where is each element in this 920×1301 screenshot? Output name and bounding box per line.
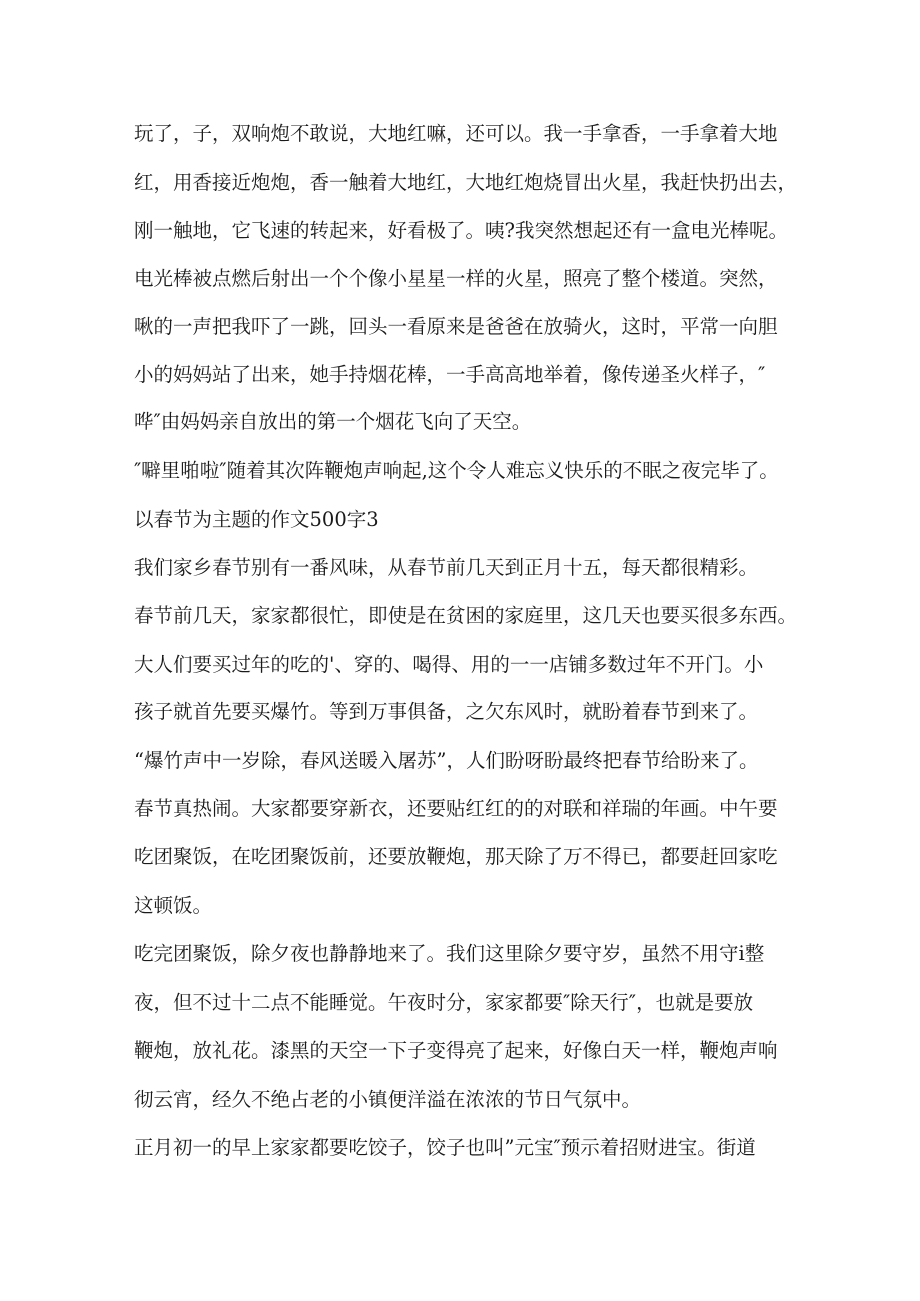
text-line: 孩子就首先要买爆竹。等到万事俱备，之欠东风时，就盼着春节到来了。 — [134, 700, 759, 723]
text-line: “爆竹声中一岁除，春风送暖入屠苏”，人们盼呀盼最终把春节给盼来了。 — [134, 749, 759, 772]
text-line: 我们家乡春节别有一番风味，从春节前几天到正月十五，每天都很精彩。 — [134, 556, 759, 579]
text-line: 正月初一的早上家家都要吃饺子，饺子也叫”元宝″预示着招财进宝。街道 — [134, 1136, 756, 1159]
text-line: 吃完团聚饭，除夕夜也静静地来了。我们这里除夕要守岁，虽然不用守i整 — [134, 942, 765, 965]
text-line: 彻云宵，经久不绝占老的小镇便洋溢在浓浓的节日气氛中。 — [134, 1088, 642, 1111]
text-line: 夜，但不过十二点不能睡觉。午夜时分，家家都要″除天行″，也就是要放 — [134, 991, 754, 1014]
text-line: 春节前几天，家家都很忙，即使是在贫困的家庭里，这几天也要买很多东西。 — [134, 604, 798, 627]
text-line: 玩了，子，双响炮不敢说，大地红嘛，还可以。我一手拿香，一手拿着大地 — [134, 122, 778, 145]
text-line: 鞭炮，放礼花。漆黑的天空一下子变得亮了起来，好像白天一样，鞭炮声响 — [134, 1039, 778, 1062]
text-line: 哗″由妈妈亲自放出的第一个烟花飞向了天空。 — [134, 410, 532, 433]
text-line: 这顿饭。 — [134, 894, 213, 917]
text-line: 电光棒被点燃后射出一个个像小星星一样的火星，照亮了整个楼道。突然， — [134, 267, 778, 290]
text-line: ″噼里啪啦″随着其次阵鞭炮声响起,这个令人难忘义快乐的不眠之夜完毕了。 — [134, 459, 779, 482]
text-line: 吃团聚饭，在吃团聚饭前，还要放鞭炮，那天除了万不得已，都要赶回家吃 — [134, 845, 778, 868]
text-line: 刚一触地，它飞速的转起来，好看极了。咦?我突然想起还有一盒电光棒呢。 — [134, 219, 788, 242]
text-line: 小的妈妈站了出来，她手持烟花棒，一手高高地举着，像传递圣火样子，″ — [134, 363, 766, 386]
text-line: 啾的一声把我吓了一跳，回头一看原来是爸爸在放骑火，这时，平常一向胆 — [134, 315, 778, 338]
text-line: 大人们要买过年的吃的'、穿的、喝得、用的一一店铺多数过年不开门。小 — [134, 653, 764, 676]
text-line: 春节真热闹。大家都要穿新衣，还要贴红红的的对联和祥瑞的年画。中午要 — [134, 797, 778, 820]
text-line: 红，用香接近炮炮，香一触着大地红，大地红炮烧冒出火星，我赶快扔出去， — [134, 171, 798, 194]
section-heading: 以春节为主题的作文500字3 — [134, 508, 379, 531]
